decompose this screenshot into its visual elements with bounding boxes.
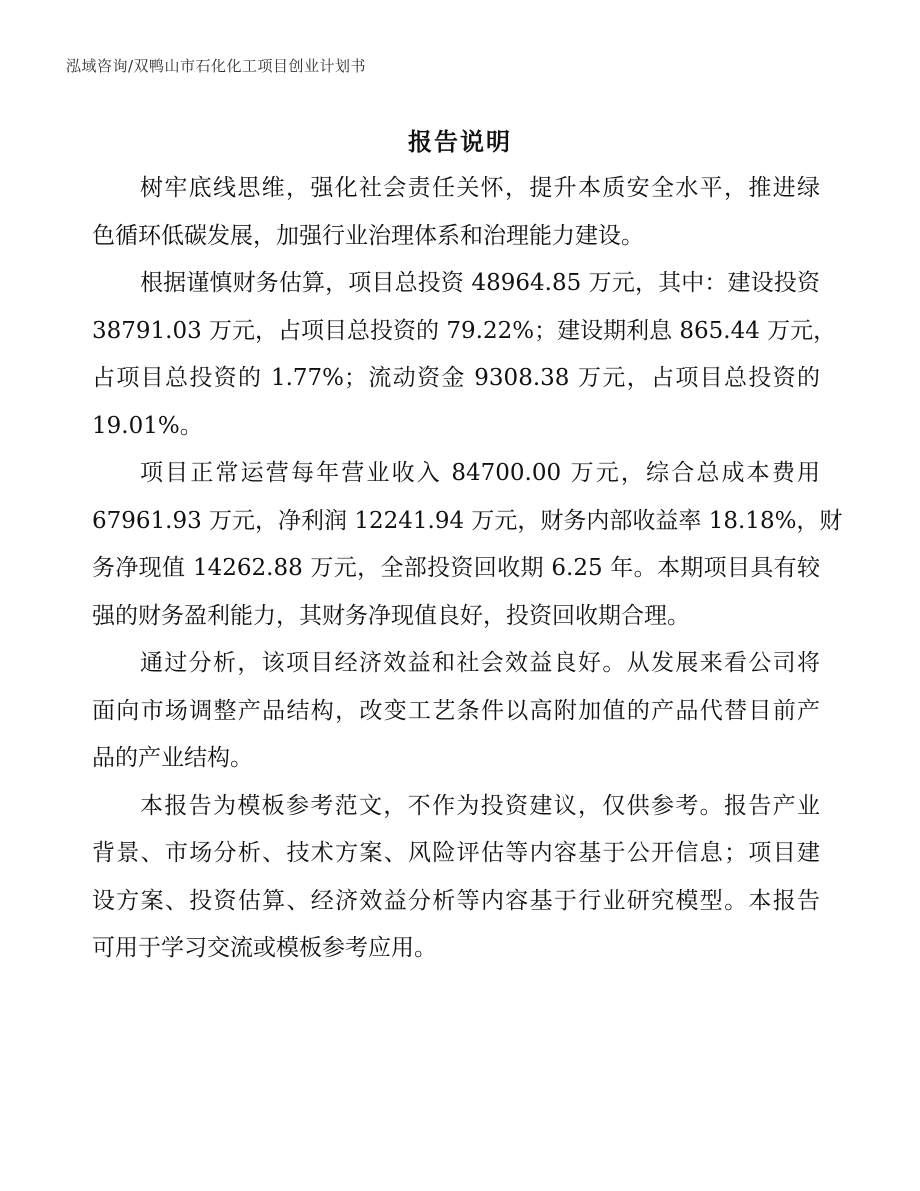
page-title: 报告说明 (408, 127, 512, 156)
paragraph-line: 强的财务盈利能力，其财务净现值良好，投资回收期合理。 (92, 602, 690, 629)
paragraph-line: 可用于学习交流或模板参考应用。 (92, 935, 437, 961)
paragraph-line: 背景、市场分析、技术方案、风险评估等内容基于公开信息；项目建 (92, 840, 820, 866)
paragraph-line: 树牢底线思维，强化社会责任关怀，提升本质安全水平，推进绿 (140, 175, 820, 201)
document-body (92, 165, 843, 973)
paragraph-line: 务净现值 14262.88 万元，全部投资回收期 6.25 年。本期项目具有较 (92, 555, 820, 581)
paragraph (92, 260, 837, 450)
paragraph-line: 色循环低碳发展，加强行业治理体系和治理能力建设。 (92, 222, 644, 249)
paragraph-line: 设方案、投资估算、经济效益分析等内容基于行业研究模型。本报告 (92, 887, 820, 914)
paragraph (92, 450, 843, 640)
running-header: 泓域咨询/双鸭山市石化化工项目创业计划书 (66, 57, 367, 75)
paragraph (92, 640, 820, 783)
paragraph-line: 占项目总投资的 1.77%；流动资金 9308.38 万元，占项目总投资的 (92, 365, 820, 391)
paragraph (92, 783, 820, 973)
paragraph (92, 165, 820, 260)
paragraph-line: 项目正常运营每年营业收入 84700.00 万元，综合总成本费用 (140, 460, 820, 486)
paragraph-line: 19.01%。 (92, 412, 203, 439)
paragraph-line: 面向市场调整产品结构，改变工艺条件以高附加值的产品代替目前产 (92, 697, 820, 724)
paragraph-line: 67961.93 万元，净利润 12241.94 万元，财务内部收益率 18.18%，财 (92, 507, 843, 534)
paragraph-line: 通过分析，该项目经济效益和社会效益良好。从发展来看公司将 (140, 650, 820, 676)
paragraph-line: 品的产业结构。 (92, 745, 253, 771)
paragraph-line: 38791.03 万元，占项目总投资的 79.22%；建设期利息 865.44 万元， (92, 317, 837, 344)
paragraph-line: 本报告为模板参考范文，不作为投资建议，仅供参考。报告产业 (140, 792, 820, 819)
paragraph-line: 根据谨慎财务估算，项目总投资 48964.85 万元，其中：建设投资 (140, 270, 820, 296)
